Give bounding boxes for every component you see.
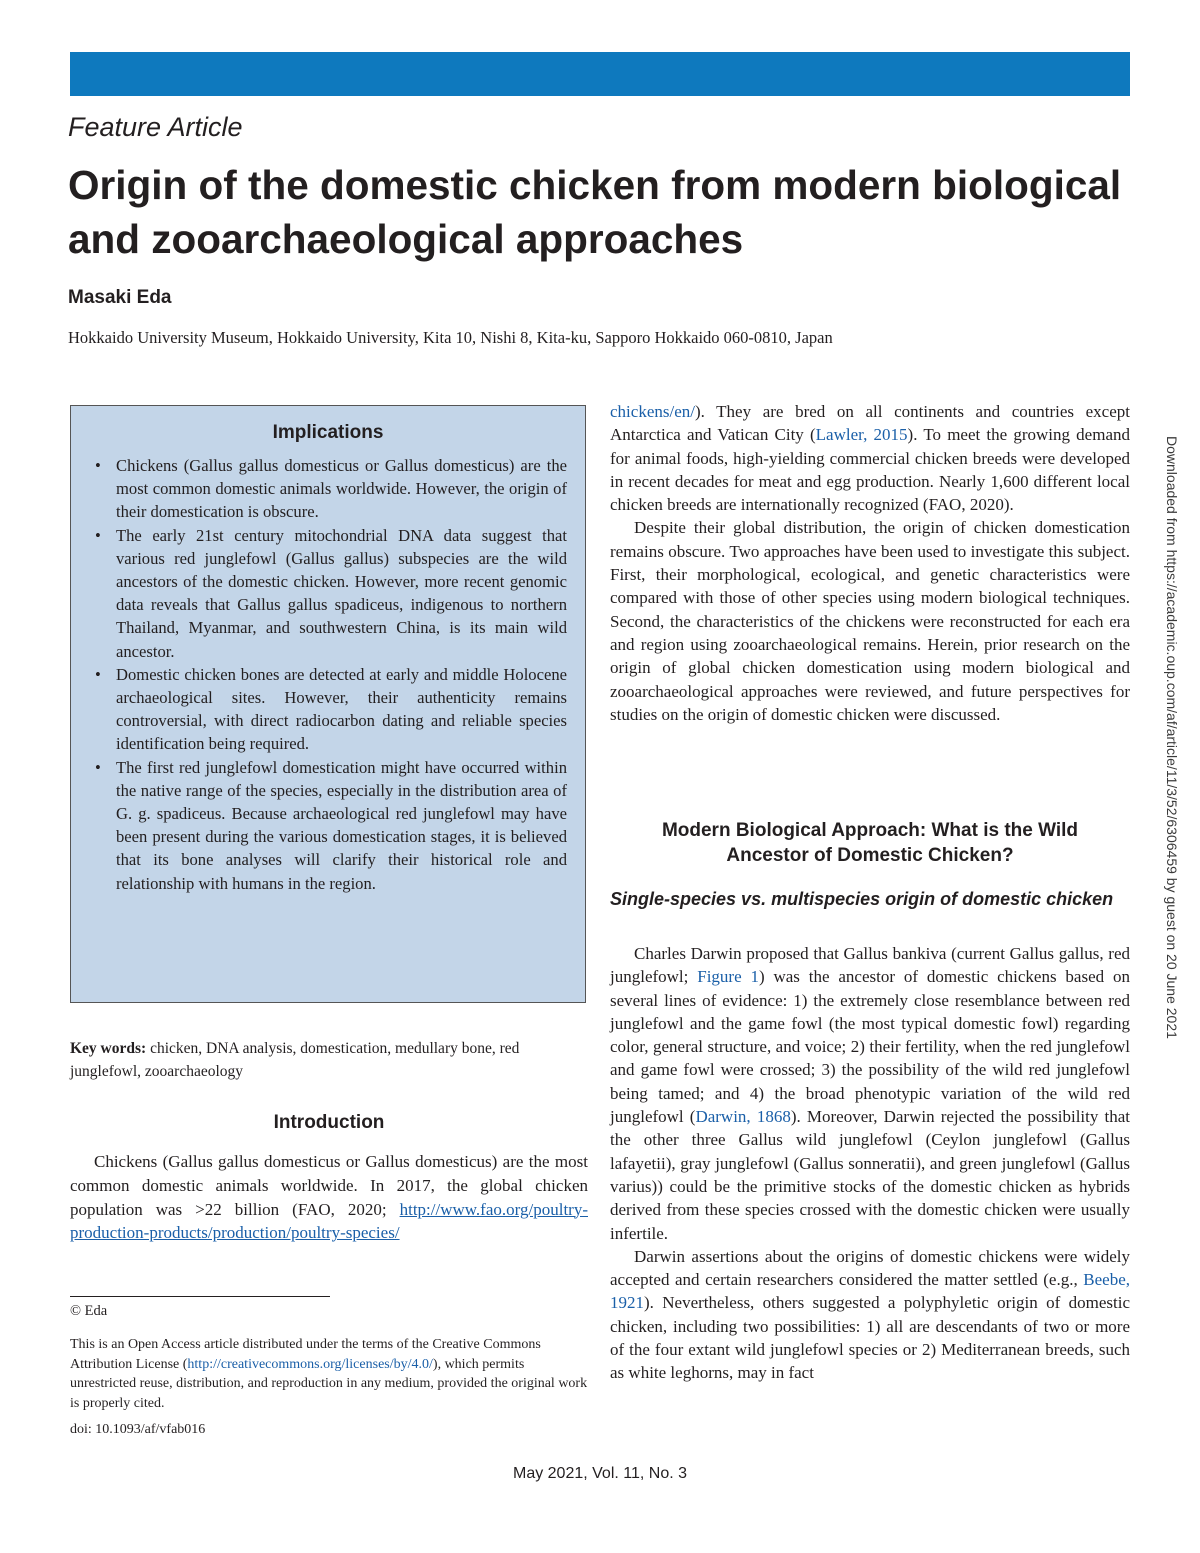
modern-approach-heading [610,818,1130,868]
keywords-label: Key words: [70,1040,147,1057]
license-text [70,1335,590,1413]
intro-text: Chickens (Gallus gallus domesticus or Gallus domesticus) are the most common domestic animals worldwide. In 2017, the global chicken population was >22 billion (FAO, 2020; [70,1152,588,1219]
article-type: Feature Article [68,112,243,142]
figure-1-link[interactable]: Figure 1 [697,967,759,987]
darwin-paragraph [610,942,1130,1245]
license-link[interactable]: http://creativecommons.org/licenses/by/4.0/ [187,1356,433,1372]
author-name: Masaki Eda [68,287,172,308]
download-note: Downloaded from https://academic.oup.com/af/article/11/3/52/6306459 by guest on 20 June 2021 [1164,436,1180,1039]
page-footer: May 2021, Vol. 11, No. 3 [512,1465,688,1482]
introduction-heading: Introduction [273,1112,385,1133]
implications-list [89,454,567,895]
implication-item: • Chickens (Gallus gallus domesticus or Gallus domesticus) are the most common domestic animals worldwide. However, the origin of their domestication is obscure. [89,454,567,524]
license-text-a: This is an Open Access article distributed under the terms of the Creative Commons Attribution License ( [70,1337,541,1372]
modern-heading-line1: Modern Biological Approach: What is the Wild [661,820,1079,841]
intro-cont-text2: ). To meet the growing demand for animal foods, high-yielding commercial chicken breeds were developed in recent decades for meat and egg production. Nearly 1,600 different local chicken breeds are internationally recognized (FAO, 2020). [610,425,1130,515]
fao-link-cont[interactable]: chickens/en/ [610,402,695,421]
copyright: © Eda [70,1303,108,1319]
fao-link[interactable]: http://www.fao.org/poultry-production-products/production/poultry-species/ [70,1199,588,1243]
implication-item: • Domestic chicken bones are detected at early and middle Holocene archaeological sites. However, their authenticity remains controversial, with direct radiocarbon dating and reliable species identification being required. [89,663,567,756]
right-column-darwin [610,942,1130,1385]
p2b: ). Nevertheless, others suggested a polyphyletic origin of domestic chicken, including two possibilities: 1) all are descendants of two or more of the four extant wild junglefowl species or 2) Mediterranean breeds, such as white leghorns, may in fact [610,1293,1130,1383]
author-affiliation: Hokkaido University Museum, Hokkaido University, Kita 10, Nishi 8, Kita-ku, Sapporo Hokkaido 060-0810, Japan [68,328,833,347]
intro-paragraph-2: Despite their global distribution, the origin of chicken domestication remains obscure. Two approaches have been used to investigate this subject. First, their morphological, ecological, and genetic characteristics were compared with those of other species using modern biological techniques. Second, the characteristics of the chickens were reconstructed for each era and region using zooarchaeological remains. Herein, prior research on the origin of global chicken domestication using modern biological and zooarchaeological approaches were reviewed, and future perspectives for studies on the origin of domestic chicken were discussed. [610,518,1130,724]
p2a: Darwin assertions about the origins of domestic chickens were widely accepted and certain researchers considered the matter settled (e.g., [610,1246,1130,1290]
doi: doi: 10.1093/af/vfab016 [70,1422,206,1437]
implication-item: • The early 21st century mitochondrial DNA data suggest that various red junglefowl (Gallus gallus) subspecies are the wild ancestors of the domestic chicken. However, more recent genomic data reveals that Gallus gallus spadiceus, indigenous to northern Thailand, Myanmar, and southwestern China, is its main wild ancestor. [89,524,567,663]
keywords-text: chicken, DNA analysis, domestication, medullary bone, red junglefowl, zooarchaeology [70,1040,520,1080]
footnote-rule [70,1296,330,1297]
intro-cont-text: ). They are bred on all continents and countries except Antarctica and Vatican City ( [610,402,1130,445]
implications-box [70,405,586,1003]
darwin-assertions-paragraph [610,1245,1130,1385]
article-title: Origin of the domestic chicken from modern biological and zooarchaeological approaches [68,162,1122,262]
ref-lawler[interactable]: Lawler, 2015 [815,425,908,445]
implications-heading: Implications [272,422,384,443]
intro-continued [610,400,1130,516]
p1b: ) was the ancestor of domestic chickens based on several lines of evidence: 1) the extremely close resemblance between red junglefowl and the game fowl (the most typical domestic fowl) regarding color, general structure, and voice; 2) their fertility, when the red junglefowl and game fowl were crossed; 3) the possibility of the wild red junglefowl being tamed; and 4) the broad phenotypic variation of the wild red junglefowl ( [610,967,1130,1127]
keywords [70,1037,590,1083]
ref-beebe[interactable]: Beebe, 1921 [610,1270,1130,1313]
implication-item: • The first red junglefowl domestication might have occurred within the native range of the species, especially in the distribution area of G. g. spadiceus. Because archaeological red junglefowl may have been present during the various domestication stages, it is believed that its bone analyses will clarify their historical role and relationship with humans in the region. [89,756,567,895]
right-column-intro [610,400,1130,726]
p1a: Charles Darwin proposed that Gallus bankiva (current Gallus gallus, red junglefowl; [610,944,1130,987]
header-banner [70,52,1130,96]
p1c: ). Moreover, Darwin rejected the possibility that the other three Gallus wild junglefowl (Ceylon junglefowl (Gallus lafayetii), gray junglefowl (Gallus sonneratii), and green junglefowl (Gallus varius)) could be the primitive stocks of the domestic chicken as hybrids derived from these species crossed with the domestic chicken were usually infertile. [610,1107,1131,1243]
ref-darwin[interactable]: Darwin, 1868 [695,1107,791,1127]
license-text-b: ), which permits unrestricted reuse, distribution, and reproduction in any medium, provided the original work is properly cited. [70,1356,588,1411]
introduction-paragraph [70,1150,588,1245]
species-origin-subheading: Single-species vs. multispecies origin of domestic chicken [610,889,1114,909]
modern-heading-line2: Ancestor of Domestic Chicken? [726,845,1014,866]
